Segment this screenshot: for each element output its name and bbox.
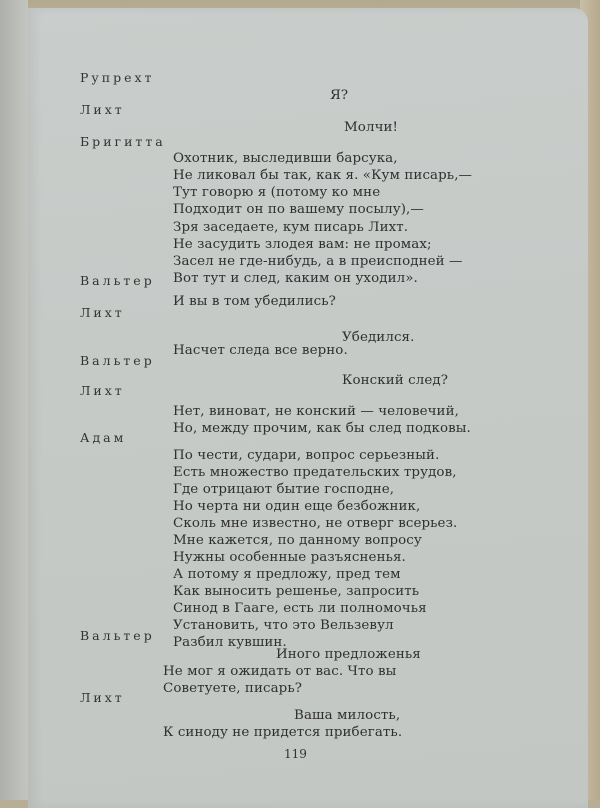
verse-line: А потому я предложу, пред тем — [173, 567, 401, 582]
verse-line: Но, между прочим, как бы след подковы. — [173, 421, 471, 436]
verse-line: Нет, виноват, не конский — человечий, — [173, 404, 459, 419]
speaker-name: Вальтер — [80, 353, 155, 368]
page-number: 119 — [284, 747, 307, 761]
speaker-name: Вальтер — [80, 628, 155, 643]
verse-line: Нужны особенные разъясненья. — [173, 550, 406, 565]
speaker-name: Лихт — [80, 383, 125, 398]
verse-line: Разбил кувшин. — [173, 635, 287, 650]
verse-line: Насчет следа все верно. — [173, 343, 348, 358]
verse-line: Не ликовал бы так, как я. «Кум писарь,— — [173, 168, 473, 183]
verse-line: Конский след? — [342, 373, 448, 388]
verse-line: Синод в Гааге, есть ли полномочья — [173, 601, 427, 616]
speaker-name: Лихт — [80, 102, 125, 117]
verse-line: Подходит он по вашему посылу),— — [173, 202, 424, 217]
verse-line: Засел не где-нибудь, а в преисподней — — [173, 254, 463, 269]
verse-line: Советуете, писарь? — [163, 681, 303, 696]
speaker-name: Вальтер — [80, 273, 155, 288]
speaker-name: Лихт — [80, 690, 125, 705]
verse-line: Мне кажется, по данному вопросу — [173, 533, 422, 548]
verse-line: К синоду не придется прибегать. — [163, 725, 403, 740]
verse-line: Где отрицают бытие господне, — [173, 482, 395, 497]
verse-line: Ваша милость, — [294, 708, 401, 723]
book-gutter — [0, 0, 28, 800]
verse-line: Вот тут и след, каким он уходил». — [173, 271, 418, 286]
verse-line: Охотник, выследивши барсука, — [173, 151, 398, 166]
speaker-name: Лихт — [80, 305, 125, 320]
verse-line: Не мог я ожидать от вас. Что вы — [163, 664, 397, 679]
verse-line: Как выносить решенье, запросить — [173, 584, 420, 599]
verse-line: По чести, судари, вопрос серьезный. — [173, 448, 440, 463]
speaker-name: Бригитта — [80, 134, 166, 149]
verse-line: Зря заседаете, кум писарь Лихт. — [173, 220, 409, 235]
verse-line: Сколь мне известно, не отверг всерьез. — [173, 516, 458, 531]
verse-line: Не засудить злодея вам: не промах; — [173, 237, 432, 252]
verse-line: Убедился. — [342, 330, 415, 345]
verse-line: Есть множество предательских трудов, — [173, 465, 457, 480]
verse-line: Иного предложенья — [276, 647, 421, 662]
speaker-name: Рупрехт — [80, 70, 155, 85]
verse-line: Но черта ни один еще безбожник, — [173, 499, 421, 514]
verse-line: Тут говорю я (потому ко мне — [173, 185, 381, 200]
verse-line: Установить, что это Вельзевул — [173, 618, 394, 633]
verse-line: И вы в том убедились? — [173, 294, 336, 309]
verse-line: Молчи! — [344, 120, 399, 135]
speaker-name: Адам — [80, 430, 127, 445]
verse-line: Я? — [330, 88, 349, 103]
